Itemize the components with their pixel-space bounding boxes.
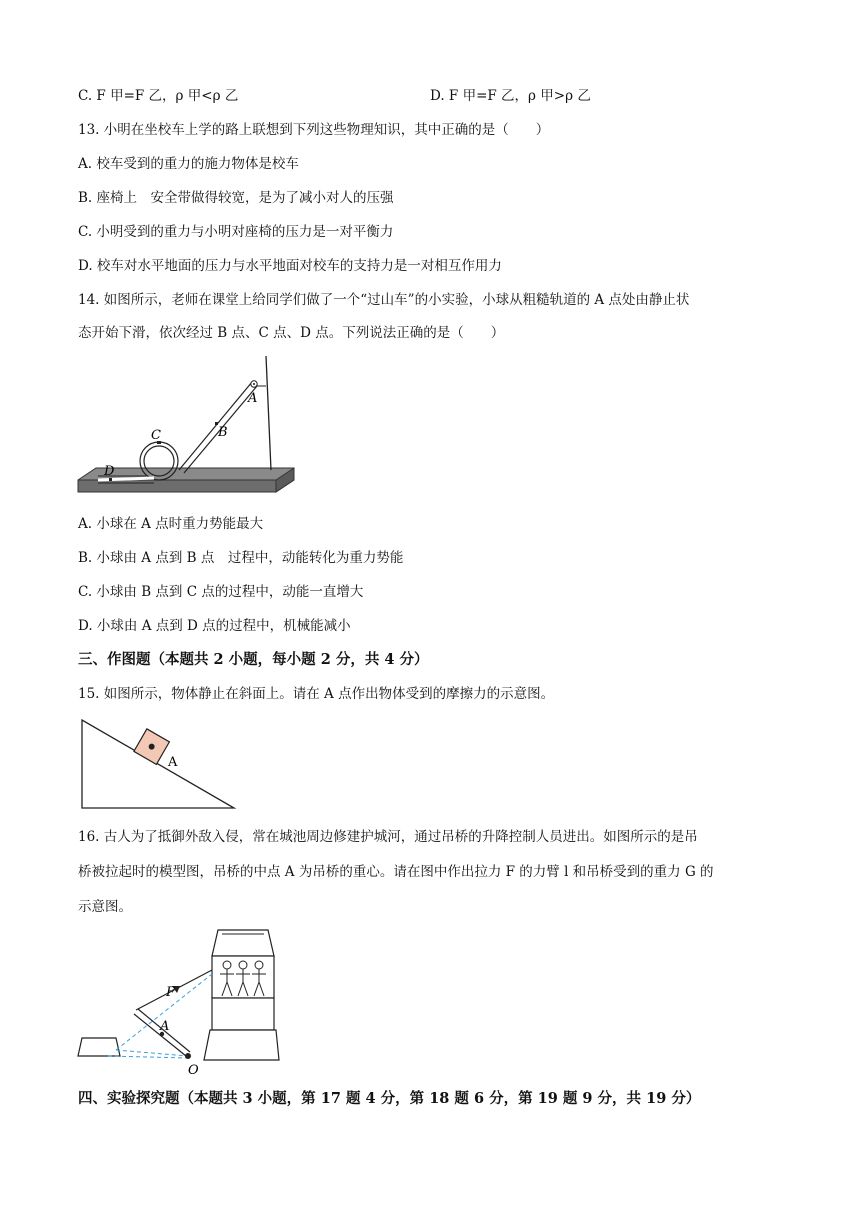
section-4-heading: 四、实验探究题（本题共 3 小题，第 17 题 4 分，第 18 题 6 分，第 19 题 9 分，共 19 分）: [78, 1090, 701, 1107]
roller-coaster-figure: [76, 352, 298, 502]
figure-label-d: D: [104, 464, 115, 479]
q14-option-c: C. 小球由 B 点到 C 点的过程中，动能一直增大: [78, 584, 364, 600]
figure-label-o: O: [188, 1063, 199, 1078]
q14-stem-line1: 14. 如图所示，老师在课堂上给同学们做了一个“过山车”的小实验，小球从粗糙轨道的 A 点处由静止状: [78, 292, 690, 308]
figure-label-a: A: [160, 1019, 170, 1034]
q14-stem-line2: 态开始下滑，依次经过 B 点、C 点、D 点。下列说法正确的是（ ）: [78, 325, 505, 341]
q14-option-a: A. 小球在 A 点时重力势能最大: [78, 516, 264, 532]
figure-label-a: A: [168, 755, 178, 770]
section-3-heading: 三、作图题（本题共 2 小题，每小题 2 分，共 4 分）: [78, 651, 429, 668]
q16-stem-line3: 示意图。: [78, 899, 132, 915]
q15-stem: 15. 如图所示，物体静止在斜面上。请在 A 点作出物体受到的摩擦力的示意图。: [78, 686, 555, 702]
drawbridge-figure: [76, 922, 286, 1078]
figure-label-b: B: [218, 425, 228, 440]
q14-option-d: D. 小球由 A 点到 D 点的过程中，机械能减小: [78, 618, 351, 634]
q13-option-a: A. 校车受到的重力的施力物体是校车: [78, 156, 299, 172]
figure-label-c: C: [151, 428, 161, 443]
q13-stem: 13. 小明在坐校车上学的路上联想到下列这些物理知识，其中正确的是（ ）: [78, 122, 550, 138]
q16-stem-line1: 16. 古人为了抵御外敌入侵，常在城池周边修建护城河，通过吊桥的升降控制人员进出。如图所示的是吊: [78, 829, 698, 845]
q16-stem-line2: 桥被拉起时的模型图，吊桥的中点 A 为吊桥的重心。请在图中作出拉力 F 的力臂 l 和吊桥受到的重力 G 的: [78, 864, 714, 880]
figure-label-f: F: [166, 985, 176, 1000]
q13-option-d: D. 校车对水平地面的压力与水平地面对校车的支持力是一对相互作用力: [78, 258, 502, 274]
incline-figure: [78, 716, 238, 812]
figure-label-a: A: [248, 391, 258, 406]
q13-option-c: C. 小明受到的重力与小明对座椅的压力是一对平衡力: [78, 224, 394, 240]
q14-option-b: B. 小球由 A 点到 B 点 过程中，动能转化为重力势能: [78, 550, 404, 566]
q12-option-d: D. F 甲=F 乙，ρ 甲>ρ 乙: [430, 88, 591, 104]
q12-option-c: C. F 甲=F 乙，ρ 甲<ρ 乙: [78, 88, 239, 104]
q13-option-b: B. 座椅上 安全带做得较宽，是为了减小对人的压强: [78, 190, 394, 206]
